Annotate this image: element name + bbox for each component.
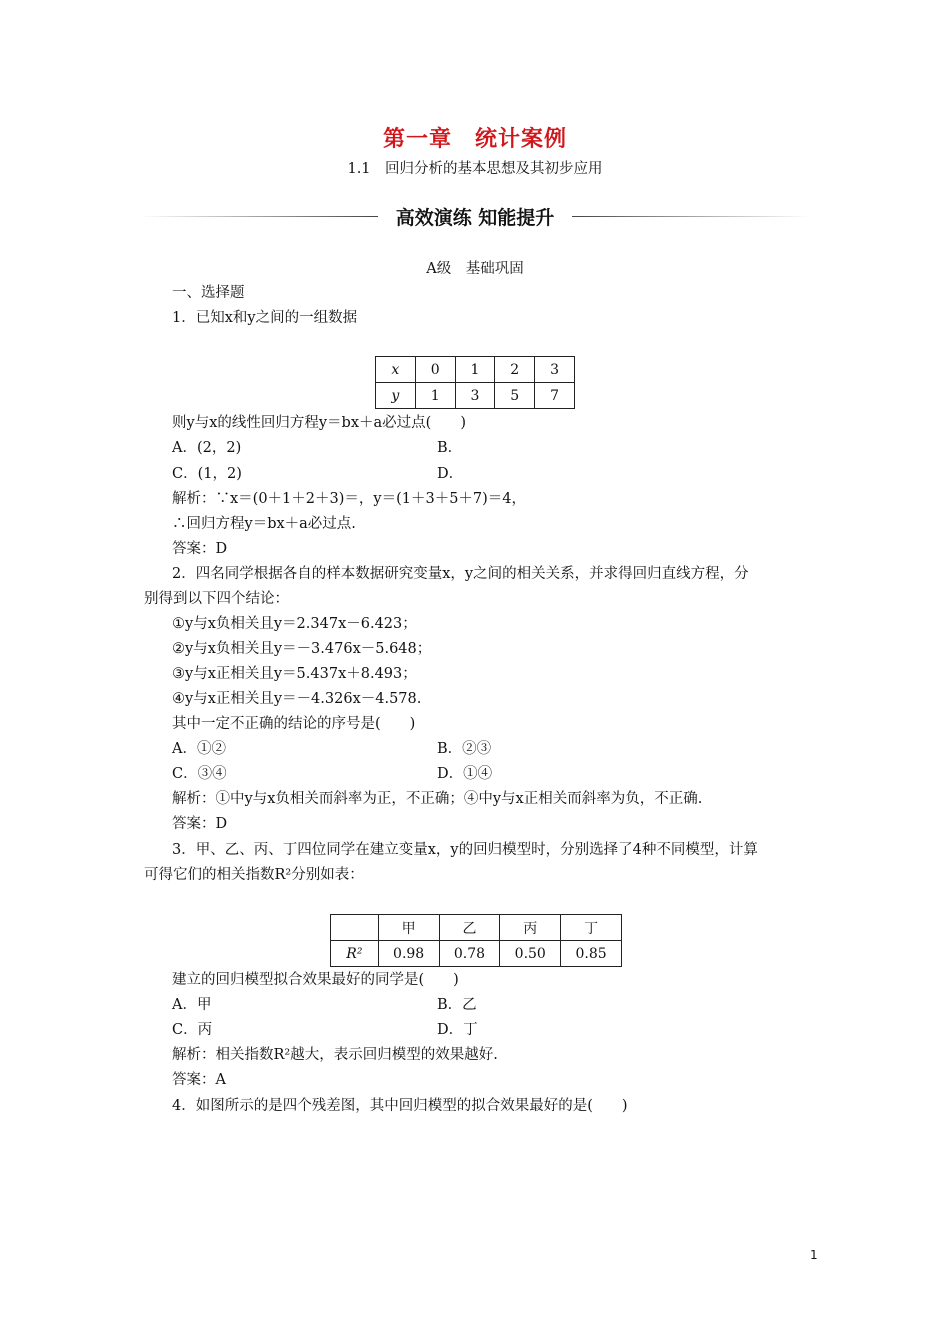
q3-option-d: D．丁	[437, 1022, 478, 1038]
q1-answer: 答案：D	[172, 541, 228, 557]
banner-text: 高效演练 知能提升	[395, 207, 555, 229]
q3-answer: 答案：A	[172, 1072, 226, 1088]
q2-option-d: D．①④	[437, 766, 493, 782]
table-cell: 0.98	[378, 941, 439, 967]
table-row	[376, 383, 575, 409]
q2-item-1: ①y与x负相关且y＝2.347x－6.423；	[172, 616, 417, 632]
table-row	[376, 357, 575, 383]
table-cell: 5	[495, 383, 535, 409]
q1-prompt: 则y与x的线性回归方程y＝bx＋a必过点( )	[172, 415, 466, 431]
q1-analysis-line2: ∴回归方程y＝bx＋a必过点.	[172, 516, 356, 532]
q2-answer: 答案：D	[172, 816, 228, 832]
table-cell	[331, 915, 379, 941]
table-cell: 1	[455, 357, 495, 383]
q2-stem-line2: 别得到以下四个结论：	[144, 591, 289, 607]
banner	[140, 203, 810, 229]
table-cell: 1	[415, 383, 455, 409]
chapter-title: 第一章 统计案例	[382, 126, 567, 152]
table-cell: 0.78	[439, 941, 500, 967]
q1-option-d: D．	[437, 466, 464, 482]
table-cell: 0.85	[561, 941, 622, 967]
table-cell: R²	[331, 941, 379, 967]
table-cell: x	[376, 357, 416, 383]
table-cell: 2	[495, 357, 535, 383]
section-title: 1.1 回归分析的基本思想及其初步应用	[347, 161, 603, 177]
table-cell: 丙	[500, 915, 561, 941]
table-row	[331, 941, 622, 967]
q2-analysis: 解析：①中y与x负相关而斜率为正，不正确；④中y与x正相关而斜率为负，不正确.	[172, 791, 703, 807]
q3-option-a: A．甲	[172, 997, 212, 1013]
q3-prompt: 建立的回归模型拟合效果最好的同学是( )	[172, 972, 459, 988]
q2-item-2: ②y与x负相关且y＝－3.476x－5.648；	[172, 641, 432, 657]
q1-stem: 1．已知x和y之间的一组数据	[172, 310, 358, 326]
q2-option-b: B．②③	[437, 741, 492, 757]
q3-option-b: B．乙	[437, 997, 477, 1013]
banner-right-rule	[572, 216, 810, 217]
q1-option-a: A．(2，2)	[172, 440, 242, 456]
table-cell: y	[376, 383, 416, 409]
table-cell: 3	[535, 357, 575, 383]
table-cell: 乙	[439, 915, 500, 941]
table-cell: 3	[455, 383, 495, 409]
table-cell: 7	[535, 383, 575, 409]
q3-stem-line1: 3．甲、乙、丙、丁四位同学在建立变量x，y的回归模型时，分别选择了4种不同模型，计算	[172, 842, 758, 858]
q2-item-3: ③y与x正相关且y＝5.437x＋8.493；	[172, 666, 417, 682]
q3-option-c: C．丙	[172, 1022, 213, 1038]
q2-stem-line1: 2．四名同学根据各自的样本数据研究变量x，y之间的相关关系，并求得回归直线方程，分	[172, 566, 749, 582]
q2-prompt: 其中一定不正确的结论的序号是( )	[172, 716, 416, 732]
q2-option-c: C．③④	[172, 766, 227, 782]
q4-stem: 4．如图所示的是四个残差图，其中回归模型的拟合效果最好的是( )	[172, 1098, 628, 1114]
section-heading: 一、选择题	[172, 285, 245, 301]
q1-option-c: C．(1，2)	[172, 466, 242, 482]
level-heading: A级 基础巩固	[426, 261, 524, 277]
q1-analysis-line1: 解析：∵x＝(0＋1＋2＋3)＝，y＝(1＋3＋5＋7)＝4，	[172, 491, 527, 507]
table-row	[331, 915, 622, 941]
table-cell: 甲	[378, 915, 439, 941]
q2-option-a: A．①②	[172, 741, 226, 757]
q1-option-b: B．	[437, 440, 463, 456]
q3-r2-table	[330, 914, 622, 967]
q2-item-4: ④y与x正相关且y＝－4.326x－4.578.	[172, 691, 422, 707]
q3-stem-line2: 可得它们的相关指数R²分别如表：	[144, 867, 364, 883]
table-cell: 丁	[561, 915, 622, 941]
table-cell: 0.50	[500, 941, 561, 967]
table-cell: 0	[415, 357, 455, 383]
q3-analysis: 解析：相关指数R²越大，表示回归模型的效果越好.	[172, 1047, 498, 1063]
q1-data-table	[375, 356, 575, 409]
page-number: 1	[810, 1248, 818, 1262]
